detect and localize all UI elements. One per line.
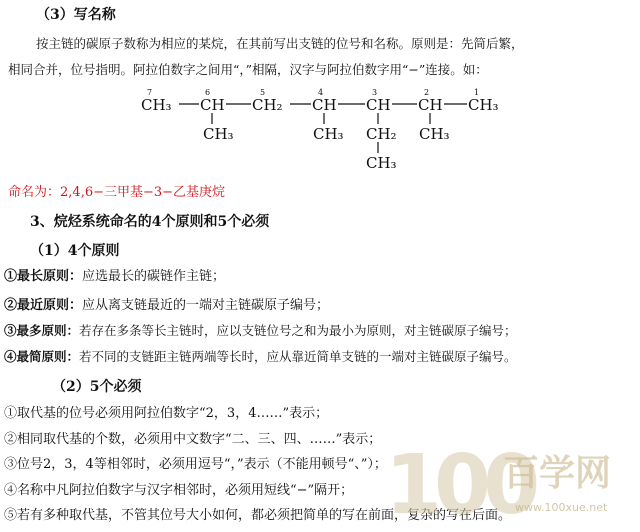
chain-group: CH [312,96,337,114]
principle-num: ④ [4,349,17,364]
principle-text: 应从离支链最近的一端对主链碳原子编号； [82,298,330,313]
principle-num: ② [4,298,18,313]
watermark-digits: 100 [385,438,533,532]
locant: 3 [372,88,378,97]
chain-group: CH₂ [252,96,283,114]
locant: 5 [260,88,266,97]
principle-num: ① [4,269,18,284]
chain-group: CH₃ [141,96,172,114]
principle-item [4,325,517,338]
locant: 2 [424,88,430,97]
section-title: （3）写名称 [36,7,116,23]
chain-group: CH [418,96,443,114]
principle-item [4,270,225,283]
branch-group: CH₃ [313,125,344,143]
intro-line-2: 相同合并，位号指明。阿拉伯数字之间用“，”相隔，汉字与阿拉伯数字用“−”连接。如： [8,62,488,77]
example-name-label: 命名为： [8,185,61,200]
must-item: ④名称中凡阿拉伯数字与汉字相邻时，必须用短线“−”隔开； [4,483,354,498]
locant: 6 [205,88,211,97]
example-name-value: 2,4,6−三甲基−3−乙基庚烷 [60,185,226,200]
principle-item [4,299,329,312]
principle-title: 最长原则： [17,269,83,284]
subheading-2: （2）5个必须 [52,379,142,395]
intro-line-1: 按主链的碳原子数称为相应的某烷，在其前写出支链的位号和名称。原则是：先简后繁， [36,36,524,51]
chain-group: CH [366,96,391,114]
subheading-1: （1）4个原则 [30,243,120,259]
must-item: ②相同取代基的个数，必须用中文数字“二、三、四、……”表示； [4,432,382,447]
heading-3: 3、烷烃系统命名的4个原则和5个必须 [30,214,270,230]
watermark-logo [385,425,640,532]
branch-group: CH₃ [203,125,234,143]
must-item: ③位号2，3，4等相邻时，必须用逗号“，”表示（不能用顿号“、”）； [4,457,387,472]
principle-title: 最多原则： [16,323,80,338]
branch-group: CH₃ [419,125,450,143]
principle-num: ③ [4,323,17,338]
watermark-url: www.100xue.net [515,501,608,514]
locant: 7 [147,88,153,97]
principle-title: 最简原则： [16,349,80,364]
structural-formula [0,0,640,180]
principle-text: 若存在多条等长主链时，应以支链位号之和为最小为原则，对主链碳原子编号； [79,323,517,338]
principle-title: 最近原则： [17,298,83,313]
must-item: ⑤若有多种取代基，不管其位号大小如何，都必须把简单的写在前面，复杂的写在后面。 [4,508,512,523]
principle-text: 应选最长的碳链作主链； [82,269,226,284]
principle-text: 若不同的支链距主链两端等长时，应从靠近简单支链的一端对主链碳原子编号。 [79,349,517,364]
chain-group: CH₃ [468,96,499,114]
chain-group: CH [200,96,225,114]
branch-group: CH₃ [366,154,397,172]
branch-group: CH₂ [366,125,397,143]
principle-item [4,351,517,364]
locant: 1 [474,88,480,97]
example-name [8,186,225,199]
must-item: ①取代基的位号必须用阿拉伯数字“2，3，4……”表示； [4,406,329,421]
watermark-brand: 百学网 [503,453,612,494]
locant: 4 [318,88,324,97]
